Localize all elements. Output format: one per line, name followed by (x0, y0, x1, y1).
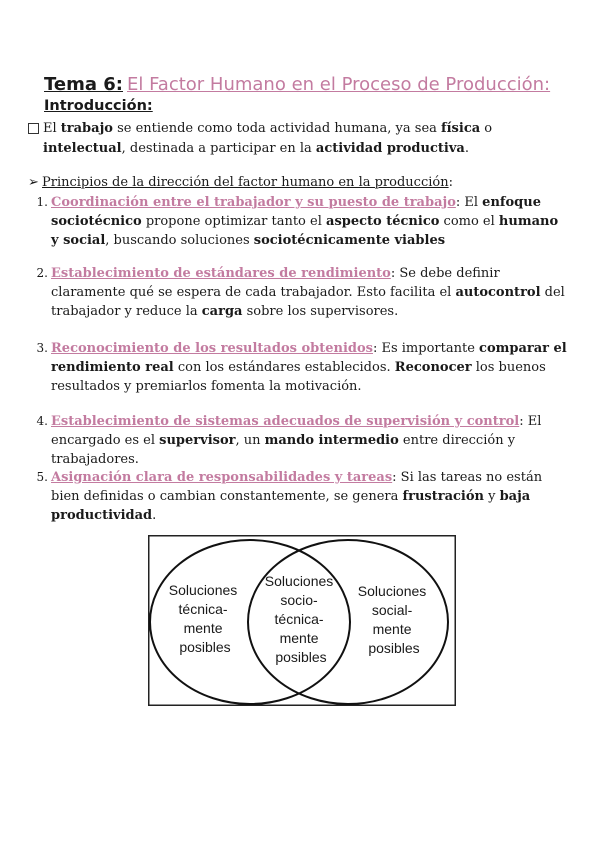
venn-label-sociotechnical: Soluciones socio- técnica- mente posibles (264, 573, 334, 665)
list-item-text: Establecimiento de estándares de rendimiento: Se debe definir claramente qué se espera de cada trabajador. Esto facilita el autocontrol del trabajador y reduce la carga sobre los supervisores. (51, 266, 565, 319)
list-item-text: Coordinación entre el trabajador y su puesto de trabajo: El enfoque sociotécnico propone optimizar tanto el aspecto técnico como el humano y social, buscando soluciones sociotécnicamente viables (51, 195, 559, 248)
list-item (30, 468, 570, 525)
checkbox-bullet-icon (28, 123, 39, 134)
principle-link[interactable]: Reconocimiento de los resultados obtenidos (51, 341, 373, 356)
list-item-number: 4. (36, 414, 48, 428)
principles-heading: ➢ Principios de la dirección del factor humano en la producción: (28, 175, 453, 190)
list-item (30, 193, 570, 250)
page-title (44, 74, 550, 95)
principles-heading-text: Principios de la dirección del factor humano en la producción (42, 175, 449, 190)
principle-link[interactable]: Coordinación entre el trabajador y su puesto de trabajo (51, 195, 456, 210)
list-item-text: Asignación clara de responsabilidades y tareas: Si las tareas no están bien definidas o cambian constantemente, se genera frustración y baja productividad. (51, 470, 543, 523)
list-item-number: 2. (36, 266, 48, 280)
list-item-number: 1. (36, 195, 48, 209)
intro-bullet (28, 119, 568, 159)
venn-diagram (148, 535, 456, 706)
title-text: El Factor Humano en el Proceso de Producción: (127, 74, 551, 95)
list-item (30, 264, 570, 321)
list-item-number: 3. (36, 341, 48, 355)
list-item (30, 339, 570, 396)
intro-bullet-text: El trabajo se entiende como toda actividad humana, ya sea física o intelectual, destinada a participar en la actividad productiva. (43, 121, 493, 156)
list-item-number: 5. (36, 470, 48, 484)
arrow-bullet-icon: ➢ (28, 175, 39, 190)
principle-link[interactable]: Asignación clara de responsabilidades y tareas (51, 470, 393, 485)
principle-link[interactable]: Establecimiento de sistemas adecuados de supervisión y control (51, 414, 520, 429)
list-item-text: Reconocimiento de los resultados obtenidos: Es importante comparar el rendimiento real con los estándares establecidos. Reconocer los buenos resultados y premiarlos fomenta la motivación. (51, 341, 567, 394)
principle-link[interactable]: Establecimiento de estándares de rendimiento (51, 266, 391, 281)
intro-heading: Introducción: (44, 98, 153, 114)
list-item-text: Establecimiento de sistemas adecuados de supervisión y control: El encargado es el supervisor, un mando intermedio entre dirección y trabajadores. (51, 414, 542, 467)
venn-label-technical: Soluciones técnica- mente posibles (168, 582, 238, 655)
venn-label-social: Soluciones social- mente posibles (357, 583, 427, 656)
title-label: Tema 6: (44, 74, 123, 95)
list-item (30, 412, 570, 469)
